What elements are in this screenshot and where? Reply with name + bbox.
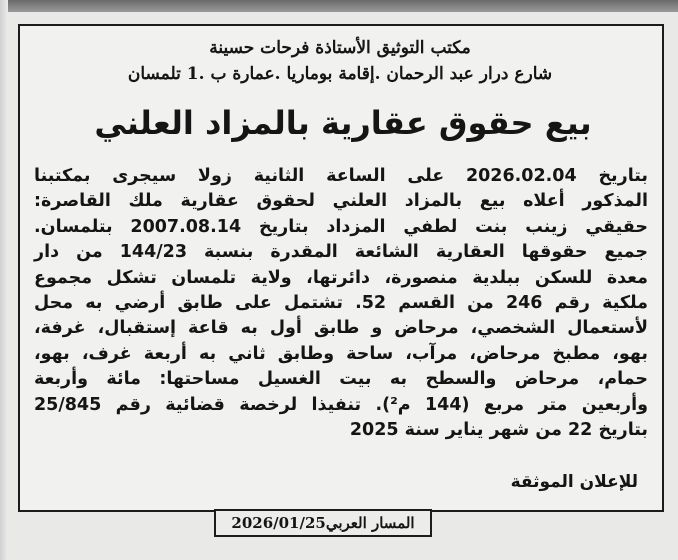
publication-tag xyxy=(214,509,432,537)
body-line: وأربعين متر مربع (144 م²). تنفيذا لرخصة قضائية رقم 25/845 xyxy=(34,394,649,415)
notice-headline: بيع حقوق عقارية بالمزاد العلني xyxy=(94,104,592,142)
notary-office-name: مكتب التوثيق الأستاذة فرحات حسينة xyxy=(209,38,471,58)
body-line: بتاريخ 22 من شهر يناير سنة 2025 xyxy=(349,419,648,440)
body-line: بتاريخ 2026.02.04 على الساعة الثانية زولا سيجرى بمكتبنا xyxy=(34,166,648,186)
publication-date: 2026/01/25 xyxy=(231,514,326,532)
body-line: المذكور أعلاه بيع بالمزاد العلني لحقوق عقارية ملك القاصرة: xyxy=(34,191,648,212)
notary-office-address: شارع درار عبد الرحمان .إقامة بوماريا .عمارة ب .1 تلمسان xyxy=(127,64,553,84)
auction-notice xyxy=(18,24,664,512)
body-line: حقيقي زينب بنت لطفي المزداد بتاريخ 2007.08.14 بتلمسان. xyxy=(34,216,648,237)
body-line: لأستعمال الشخصي، مرحاض و طابق أول به قاعة إستقبال، غرفة، xyxy=(34,318,648,339)
publication-name: المسار العربي xyxy=(325,514,415,532)
body-line: بهو، مطبخ مرحاض، مرآب، ساحة وطابق ثاني به أربعة غرف، بهو، xyxy=(34,343,648,364)
body-line: حمام، مرحاض والسطح به بيت الغسيل مساحتها: مائة وأربعة xyxy=(34,369,648,390)
body-line: جميع حقوقها العقارية الشائعة المقدرة بنسبة 144/23 من دار xyxy=(34,242,648,263)
body-line: معدة للسكن ببلدية منصورة، دائرتها، ولاية تلمسان تشكل مجموع xyxy=(34,267,648,288)
page-edge-left xyxy=(0,0,8,560)
body-line: ملكية رقم 246 من القسم 52. تشتمل على طابق أرضي به محل xyxy=(34,292,648,313)
page-edge-top xyxy=(0,0,678,12)
notice-body xyxy=(34,164,648,443)
notary-signature: للإعلان الموثقة xyxy=(510,472,638,492)
